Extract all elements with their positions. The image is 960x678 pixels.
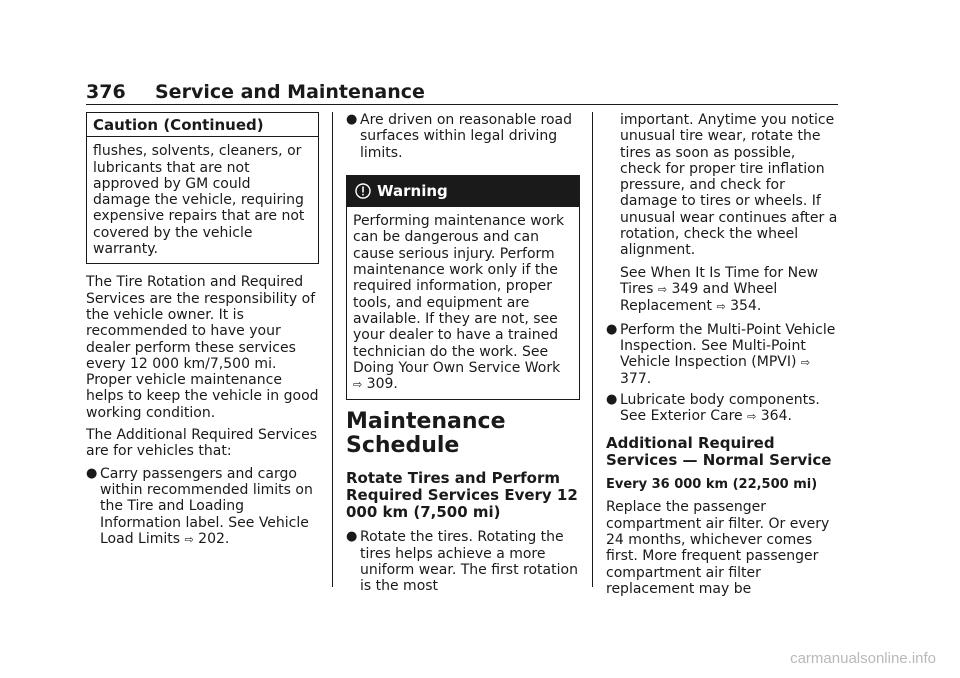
bullet-text: Perform the Multi-Point Vehicle Inspection. See Multi-Point Vehicle Inspection (MPVI) bbox=[620, 321, 836, 371]
header-rule bbox=[86, 104, 838, 105]
warning-title-bar bbox=[347, 176, 579, 207]
bullet-list bbox=[346, 112, 580, 161]
warning-icon bbox=[355, 183, 371, 202]
page-reference[interactable]: 354. bbox=[730, 298, 762, 315]
list-item bbox=[346, 529, 580, 594]
bullet-icon: ● bbox=[606, 391, 618, 407]
page-reference[interactable]: 202. bbox=[198, 530, 230, 547]
page-reference[interactable]: 349 and bbox=[671, 280, 730, 297]
warning-text: Performing maintenance work can be dangerous and can cause serious injury. Perform maintenance work only if the required information, proper tools, and equipment are available. If they are not, see your dealer to have a trained technician do the work. See Doing Your Own Service Work bbox=[353, 213, 565, 376]
column-1 bbox=[86, 112, 319, 552]
column-2 bbox=[346, 112, 580, 599]
bullet-text: Lubricate body components. See Exterior Care bbox=[620, 391, 820, 425]
page-number: 376 bbox=[86, 81, 126, 103]
page-reference[interactable]: 364. bbox=[760, 408, 792, 425]
bullet-icon: ● bbox=[346, 112, 358, 127]
bullet-text: Are driven on reasonable road surfaces within legal driving limits. bbox=[360, 112, 573, 161]
caution-title: Caution (Continued) bbox=[87, 113, 318, 137]
column-divider-1 bbox=[332, 112, 333, 587]
see-also-label: Wheel Replacement bbox=[620, 280, 778, 315]
section-title: Service and Maintenance bbox=[155, 81, 425, 103]
list-item bbox=[86, 466, 319, 548]
bullet-icon: ● bbox=[346, 529, 358, 545]
warning-title: Warning bbox=[377, 181, 448, 200]
list-item bbox=[606, 322, 840, 388]
see-also-text bbox=[606, 265, 840, 316]
column-divider-2 bbox=[592, 112, 593, 587]
subsection-heading: Additional Required Services — Normal Service bbox=[606, 434, 832, 470]
cross-reference-arrow-icon: ⇨ bbox=[800, 356, 811, 370]
bullet-icon: ● bbox=[86, 465, 98, 481]
bullet-icon: ● bbox=[606, 321, 618, 337]
paragraph-additional-services: The Additional Required Services are for vehicles that: bbox=[86, 427, 318, 460]
caution-text: flushes, solvents, cleaners, or lubricants that are not approved by GM could damage the vehicle, requiring expensive repairs that are not covered by the vehicle warranty. bbox=[93, 143, 305, 258]
column-3 bbox=[606, 112, 840, 603]
list-item bbox=[346, 112, 580, 161]
cross-reference-arrow-icon: ⇨ bbox=[747, 410, 757, 424]
page-reference[interactable]: 377. bbox=[620, 371, 652, 388]
subsection-heading: Rotate Tires and Perform Required Services Every 12 000 km (7,500 mi) bbox=[346, 469, 578, 522]
list-item bbox=[606, 392, 840, 426]
bullet-text: Carry passengers and cargo within recommended limits on the Tire and Loading Information label. See Vehicle Load Limits bbox=[100, 465, 313, 547]
warning-box bbox=[346, 175, 580, 401]
page-header bbox=[86, 80, 838, 104]
section-heading: Maintenance Schedule bbox=[346, 409, 506, 459]
interval-heading: Every 36 000 km (22,500 mi) bbox=[606, 477, 818, 493]
bullet-list bbox=[606, 322, 840, 426]
caution-box bbox=[86, 112, 319, 264]
cross-reference-arrow-icon: ⇨ bbox=[716, 300, 726, 314]
cross-reference-arrow-icon: ⇨ bbox=[353, 378, 363, 392]
continued-text: important. Anytime you notice unusual tire wear, rotate the tires as soon as possible, check for proper tire inflation pressure, and check for damage to tires or wheels. If unusual wear continues after a rotation, check the wheel alignment. bbox=[620, 112, 838, 259]
bullet-list bbox=[346, 529, 580, 594]
bullet-text: Rotate the tires. Rotating the tires helps achieve a more uniform wear. The first rotation is the most bbox=[360, 529, 578, 595]
see-also-label: See When It Is Time for New Tires bbox=[620, 264, 819, 297]
paragraph-tire-rotation: The Tire Rotation and Required Services are the responsibility of the vehicle owner. It is recommended to have your dealer perform these services every 12 000 km/7,500 mi. Proper vehicle maintenance helps to keep the vehicle in good working condition. bbox=[86, 274, 319, 421]
bullet-list bbox=[86, 466, 319, 548]
watermark: carmanualsonline.info bbox=[790, 650, 936, 667]
paragraph-air-filter: Replace the passenger compartment air filter. Or every 24 months, whichever comes first. More frequent passenger compartment air filter replacement may be bbox=[606, 499, 830, 597]
cross-reference-arrow-icon: ⇨ bbox=[184, 532, 194, 546]
cross-reference-arrow-icon: ⇨ bbox=[657, 282, 668, 296]
warning-body bbox=[347, 207, 579, 399]
page-reference[interactable]: 309. bbox=[366, 376, 398, 393]
